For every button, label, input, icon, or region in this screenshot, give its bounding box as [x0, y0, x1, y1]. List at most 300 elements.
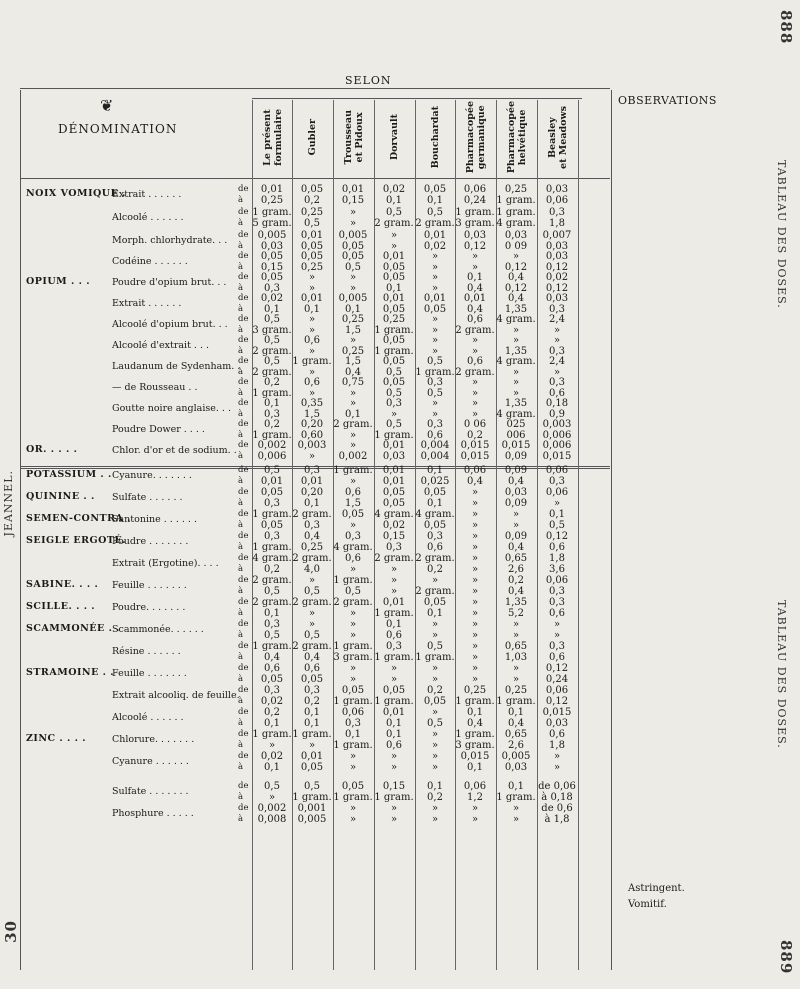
running-head-bottom: TABLEAU DES DOSES.	[775, 600, 788, 749]
dose-cell: 0,1	[427, 465, 443, 476]
bound-label: à	[238, 630, 244, 640]
dose-cell: »	[471, 346, 479, 357]
dose-cell: 2 gram.	[415, 218, 455, 229]
dose-cell: »	[349, 218, 357, 229]
column-header-label: Gubler	[307, 119, 318, 156]
dose-cell: 0,06	[545, 465, 569, 476]
bound-label: de	[238, 553, 249, 563]
dose-cell: 1 gram.	[415, 367, 455, 378]
bound-label: de	[238, 314, 249, 324]
dose-cell: »	[512, 803, 520, 814]
substance-name: Extrait (Ergotine). . . .	[112, 558, 219, 569]
dose-cell: 1 gram.	[455, 696, 495, 707]
dose-cell: 0,5	[264, 586, 280, 597]
dose-cell: »	[471, 608, 479, 619]
dose-cell: 0,5	[345, 262, 361, 273]
dose-cell: 0,1	[304, 718, 320, 729]
dose-cell: 0,02	[382, 520, 406, 531]
dose-cell: 0,03	[545, 251, 569, 262]
dose-cell: 1 gram.	[374, 430, 414, 441]
selon-heading: SELON	[345, 74, 392, 87]
dose-cell: 1 gram.	[496, 792, 536, 803]
dose-cell: »	[390, 762, 398, 773]
dose-cell: 0,6	[467, 356, 483, 367]
dose-cell: 0,05	[300, 184, 324, 195]
dose-cell: 0,002	[257, 803, 287, 814]
dose-cell: »	[390, 564, 398, 575]
dose-cell: »	[471, 531, 479, 542]
dose-cell: 0,25	[300, 207, 324, 218]
dose-cell: 0,015	[542, 451, 572, 462]
dose-cell: 0 06	[463, 419, 487, 430]
bound-label: de	[238, 272, 249, 282]
dose-cell: 0,3	[264, 685, 280, 696]
dose-cell: 0,6	[304, 377, 320, 388]
bound-label: à	[238, 451, 244, 461]
dose-cell: 0,12	[545, 262, 569, 273]
dose-cell: 0,4	[264, 652, 280, 663]
dose-cell: 006	[506, 430, 526, 441]
bound-label: à	[238, 325, 244, 335]
dose-cell: 0,4	[508, 542, 524, 553]
dose-cell: 3 gram.	[455, 218, 495, 229]
dose-cell: 0,25	[382, 314, 406, 325]
bound-label: de	[238, 230, 249, 240]
dose-cell: »	[512, 367, 520, 378]
dose-cell: 0,03	[504, 487, 528, 498]
dose-cell: 0,01	[423, 293, 447, 304]
dose-cell: 0,05	[382, 335, 406, 346]
bound-label: de	[238, 619, 249, 629]
dose-cell: 0,2	[427, 564, 443, 575]
dose-cell: 0,3	[264, 409, 280, 420]
substance-name: Chlorure. . . . . . .	[112, 734, 195, 745]
dose-cell: 0,002	[338, 451, 368, 462]
bound-label: à	[238, 814, 244, 824]
dose-cell: »	[308, 325, 316, 336]
dose-cell: 0,1	[386, 195, 402, 206]
dose-cell: »	[349, 398, 357, 409]
dose-cell: à 0,18	[541, 792, 573, 803]
dose-cell: 4,0	[304, 564, 320, 575]
bound-label: à	[238, 740, 244, 750]
dose-cell: 0,5	[427, 718, 443, 729]
dose-cell: »	[349, 751, 357, 762]
dose-cell: 0,05	[300, 241, 324, 252]
dose-cell: 0,05	[300, 251, 324, 262]
bound-label: à	[238, 718, 244, 728]
dose-cell: »	[349, 674, 357, 685]
dose-cell: 0,05	[341, 241, 365, 252]
dose-cell: 4 gram.	[333, 542, 373, 553]
dose-cell: 1,8	[549, 218, 565, 229]
dose-cell: 0,06	[545, 487, 569, 498]
dose-cell: »	[431, 262, 439, 273]
dose-cell: 0,4	[467, 283, 483, 294]
running-head-left: JEANNEL.	[2, 470, 15, 537]
dose-cell: 0,05	[300, 762, 324, 773]
dose-cell: 0,3	[549, 346, 565, 357]
dose-cell: de 0,6	[541, 803, 573, 814]
dose-cell: »	[553, 630, 561, 641]
dose-cell: »	[512, 619, 520, 630]
dose-cell: 0,02	[423, 241, 447, 252]
dose-cell: 2 gram.	[252, 575, 292, 586]
dose-cell: »	[471, 586, 479, 597]
bound-label: à	[238, 696, 244, 706]
dose-cell: »	[431, 314, 439, 325]
dose-cell: 0,65	[504, 641, 528, 652]
observation-astringent: Astringent.	[628, 883, 685, 894]
dose-cell: 0,4	[467, 718, 483, 729]
substance-name: Poudre d'opium brut. . .	[112, 277, 227, 288]
column-header-label: Dorvault	[389, 114, 400, 161]
dose-cell: 0,20	[300, 487, 324, 498]
substance-name: Alcoolé d'opium brut. . .	[112, 319, 228, 330]
dose-cell: »	[431, 630, 439, 641]
bound-label: de	[238, 207, 249, 217]
substance-name: Alcoolé . . . . . .	[112, 712, 184, 723]
dose-cell: 0,1	[264, 304, 280, 315]
dose-cell: 0,06	[545, 575, 569, 586]
substance-name: Codéine . . . . . .	[112, 256, 188, 267]
dose-cell: 0,15	[341, 195, 365, 206]
column-header	[292, 100, 333, 175]
dose-cell: 0,12	[545, 663, 569, 674]
dose-cell: 0,1	[304, 304, 320, 315]
dose-cell: 0,15	[382, 781, 406, 792]
dose-cell: »	[308, 272, 316, 283]
column-header	[455, 100, 496, 175]
dose-cell: 0,01	[260, 476, 284, 487]
substance-name: Poudre . . . . . . .	[112, 536, 189, 547]
dose-cell: 0,1	[427, 608, 443, 619]
dose-cell: 0,006	[257, 451, 287, 462]
dose-cell: 0,3	[264, 531, 280, 542]
substance-name: Scammonée. . . . . .	[112, 624, 204, 635]
dose-cell: 0,18	[545, 398, 569, 409]
dose-cell: 0,2	[508, 575, 524, 586]
dose-cell: 2 gram.	[252, 597, 292, 608]
dose-cell: »	[349, 520, 357, 531]
dose-cell: 0,003	[542, 419, 572, 430]
dose-cell: 0,05	[423, 520, 447, 531]
dose-cell: 0,3	[386, 542, 402, 553]
dose-cell: »	[553, 498, 561, 509]
dose-cell: 0,15	[260, 262, 284, 273]
dose-cell: »	[512, 663, 520, 674]
dose-cell: 0,05	[341, 781, 365, 792]
dose-cell: 0,007	[542, 230, 572, 241]
table-top-rule	[20, 88, 610, 89]
dose-cell: de 0,06	[538, 781, 576, 792]
dose-cell: »	[471, 262, 479, 273]
dose-cell: »	[431, 814, 439, 825]
dose-cell: 1,35	[504, 346, 528, 357]
substance-name: — de Rousseau . .	[112, 382, 198, 393]
group-label: SCAMMONÉE . .	[26, 623, 120, 634]
substance-name: Morph. chlorhydrate. . .	[112, 235, 228, 246]
dose-cell: 0,01	[300, 230, 324, 241]
dose-cell: 1 gram.	[252, 430, 292, 441]
dose-cell: 0,25	[341, 346, 365, 357]
dose-cell: »	[349, 388, 357, 399]
dose-cell: »	[308, 575, 316, 586]
bound-label: de	[238, 597, 249, 607]
dose-cell: »	[512, 325, 520, 336]
bound-label: de	[238, 685, 249, 695]
substance-name: Chlor. d'or et de sodium. .	[112, 445, 237, 456]
dose-cell: »	[431, 575, 439, 586]
dose-cell: 0,006	[542, 440, 572, 451]
dose-cell: 3 gram.	[333, 652, 373, 663]
dose-cell: 0,05	[382, 487, 406, 498]
group-label: SCILLE. . . .	[26, 601, 96, 612]
dose-cell: »	[471, 388, 479, 399]
dose-cell: 0,01	[382, 440, 406, 451]
dose-cell: 0,3	[345, 718, 361, 729]
dose-cell: 0,03	[504, 762, 528, 773]
dose-cell: »	[512, 377, 520, 388]
dose-cell: 0,6	[386, 630, 402, 641]
dose-cell: 0,09	[504, 531, 528, 542]
dose-cell: »	[431, 398, 439, 409]
dose-cell: »	[308, 314, 316, 325]
substance-name: Alcoolé d'extrait . . .	[112, 340, 210, 351]
dose-cell: »	[431, 751, 439, 762]
dose-cell: 0,2	[264, 377, 280, 388]
dose-cell: 0,6	[549, 388, 565, 399]
dose-cell: 0,03	[504, 230, 528, 241]
dose-cell: 0,2	[304, 195, 320, 206]
dose-cell: 0,2	[264, 564, 280, 575]
dose-cell: »	[471, 814, 479, 825]
dose-cell: »	[308, 367, 316, 378]
dose-cell: 0,5	[304, 586, 320, 597]
dose-cell: 1 gram.	[333, 696, 373, 707]
dose-cell: 4 gram.	[496, 409, 536, 420]
dose-cell: »	[512, 814, 520, 825]
dose-cell: 0,1	[427, 498, 443, 509]
dose-cell: »	[431, 346, 439, 357]
dose-cell: 0,005	[338, 230, 368, 241]
dose-cell: 0,03	[463, 230, 487, 241]
dose-cell: 0,6	[304, 335, 320, 346]
bound-label: à	[238, 674, 244, 684]
dose-cell: 0,015	[542, 707, 572, 718]
dose-cell: »	[349, 476, 357, 487]
dose-cell: »	[431, 283, 439, 294]
observations-heading: OBSERVATIONS	[618, 94, 717, 107]
dose-cell: »	[512, 251, 520, 262]
dose-cell: »	[431, 740, 439, 751]
dose-cell: 0,15	[382, 531, 406, 542]
group-label: OPIUM . . .	[26, 276, 91, 287]
dose-cell: 0,001	[297, 803, 327, 814]
dose-cell: 0,015	[460, 440, 490, 451]
dose-cell: 0,5	[427, 356, 443, 367]
dose-cell: 0,3	[345, 531, 361, 542]
dose-cell: 0,1	[549, 509, 565, 520]
dose-cell: 0,5	[264, 781, 280, 792]
dose-cell: 0,3	[427, 377, 443, 388]
dose-cell: 0,5	[304, 630, 320, 641]
dose-cell: 0,4	[467, 304, 483, 315]
bound-label: à	[238, 542, 244, 552]
dose-cell: 0,6	[549, 608, 565, 619]
dose-cell: 2 gram.	[292, 597, 332, 608]
dose-cell: »	[349, 630, 357, 641]
dose-cell: »	[512, 520, 520, 531]
dose-cell: 0,12	[545, 531, 569, 542]
dose-cell: 2 gram.	[374, 553, 414, 564]
dose-cell: 0,24	[545, 674, 569, 685]
page-number-left: 30	[2, 920, 20, 943]
dose-cell: »	[431, 663, 439, 674]
dose-cell: 1,5	[304, 409, 320, 420]
dose-cell: 0,03	[545, 718, 569, 729]
dose-cell: »	[390, 674, 398, 685]
dose-cell: 0,5	[427, 641, 443, 652]
dose-cell: »	[512, 388, 520, 399]
dose-cell: »	[471, 487, 479, 498]
dose-cell: 0,4	[508, 293, 524, 304]
dose-cell: 0,4	[467, 476, 483, 487]
dose-cell: 0,2	[427, 792, 443, 803]
bound-label: de	[238, 465, 249, 475]
dose-cell: 0,5	[264, 335, 280, 346]
page-number-bottom: 889	[777, 940, 795, 975]
dose-cell: »	[349, 283, 357, 294]
dose-cell: 1,5	[345, 325, 361, 336]
column-header-label: Beasley et Meadows	[546, 106, 569, 169]
dose-cell: 0,6	[304, 663, 320, 674]
dose-cell: 0,01	[382, 293, 406, 304]
dose-cell: 0,05	[300, 674, 324, 685]
dose-cell: 2,6	[508, 740, 524, 751]
dose-cell: 0,01	[382, 251, 406, 262]
dose-cell: 0,008	[257, 814, 287, 825]
bound-label: à	[238, 608, 244, 618]
dose-cell: 0,3	[304, 685, 320, 696]
dose-cell: 0,05	[423, 487, 447, 498]
bound-label: à	[238, 498, 244, 508]
dose-cell: 0,02	[260, 751, 284, 762]
bound-label: à	[238, 388, 244, 398]
dose-cell: 0,3	[549, 304, 565, 315]
dose-cell: 1 gram.	[374, 325, 414, 336]
dose-cell: 0,5	[264, 630, 280, 641]
dose-cell: 0,09	[504, 451, 528, 462]
dose-cell: »	[553, 762, 561, 773]
dose-cell: 1 gram.	[333, 575, 373, 586]
group-label: SEMEN-CONTRA .	[26, 513, 131, 524]
dose-cell: 0,6	[264, 663, 280, 674]
bound-label: de	[238, 356, 249, 366]
dose-cell: »	[308, 283, 316, 294]
dose-cell: 1 gram.	[333, 740, 373, 751]
dose-cell: 0,5	[427, 207, 443, 218]
dose-cell: »	[471, 575, 479, 586]
dose-cell: 0,006	[542, 430, 572, 441]
dose-cell: 1 gram.	[374, 792, 414, 803]
dose-cell: 3,6	[549, 564, 565, 575]
group-label: QUININE . .	[26, 491, 95, 502]
dose-cell: »	[471, 674, 479, 685]
dose-cell: 4 gram.	[496, 356, 536, 367]
dose-cell: 0,1	[345, 304, 361, 315]
dose-cell: »	[308, 619, 316, 630]
dose-cell: 0,01	[382, 707, 406, 718]
dose-cell: 0,6	[345, 553, 361, 564]
dose-cell: 0,01	[300, 751, 324, 762]
dose-cell: 0,5	[427, 388, 443, 399]
dose-cell: 0,2	[467, 430, 483, 441]
group-label: ZINC . . . .	[26, 733, 87, 744]
bound-label: de	[238, 751, 249, 761]
dose-cell: 0,05	[260, 674, 284, 685]
dose-cell: 0,003	[297, 440, 327, 451]
dose-cell: »	[431, 325, 439, 336]
dose-cell: 0,3	[549, 207, 565, 218]
dose-cell: 0,2	[264, 707, 280, 718]
bound-label: de	[238, 781, 249, 791]
bound-label: à	[238, 262, 244, 272]
dose-cell: 0,25	[260, 195, 284, 206]
group-label: POTASSIUM . .	[26, 469, 112, 480]
dose-cell: 0,01	[423, 230, 447, 241]
column-header	[252, 100, 293, 175]
dose-cell: »	[390, 663, 398, 674]
dose-cell: 1,03	[504, 652, 528, 663]
dose-cell: 0,06	[463, 465, 487, 476]
dose-cell: 0,1	[264, 398, 280, 409]
column-header	[374, 100, 415, 175]
dose-cell: 0,03	[545, 293, 569, 304]
dose-cell: 0,015	[460, 451, 490, 462]
bound-label: à	[238, 346, 244, 356]
dose-cell: 2 gram.	[252, 367, 292, 378]
dose-cell: 0,3	[264, 498, 280, 509]
observation-vomitif: Vomitif.	[628, 899, 667, 910]
substance-name: Extrait . . . . . .	[112, 298, 182, 309]
dose-cell: »	[431, 729, 439, 740]
dose-cell: 0,1	[386, 718, 402, 729]
dose-cell: »	[431, 335, 439, 346]
bound-label: de	[238, 803, 249, 813]
dose-cell: 0,5	[264, 356, 280, 367]
dose-cell: 0,5	[549, 520, 565, 531]
dose-cell: 0,02	[382, 184, 406, 195]
dose-cell: 0,1	[467, 762, 483, 773]
dose-cell: à 1,8	[544, 814, 570, 825]
dose-cell: 0,05	[260, 520, 284, 531]
dose-cell: 0,5	[386, 388, 402, 399]
dose-cell: 0,12	[545, 283, 569, 294]
substance-name: Sulfate . . . . . .	[112, 492, 183, 503]
bound-label: à	[238, 652, 244, 662]
dose-cell: 0,005	[338, 293, 368, 304]
dose-cell: 0,12	[463, 241, 487, 252]
dose-cell: »	[349, 430, 357, 441]
dose-cell: 0,65	[504, 729, 528, 740]
group-label: STRAMOINE . .	[26, 667, 115, 678]
bound-label: de	[238, 575, 249, 585]
dose-cell: 0,06	[463, 781, 487, 792]
bound-label: à	[238, 586, 244, 596]
dose-cell: 0,3	[264, 283, 280, 294]
bound-label: à	[238, 195, 244, 205]
